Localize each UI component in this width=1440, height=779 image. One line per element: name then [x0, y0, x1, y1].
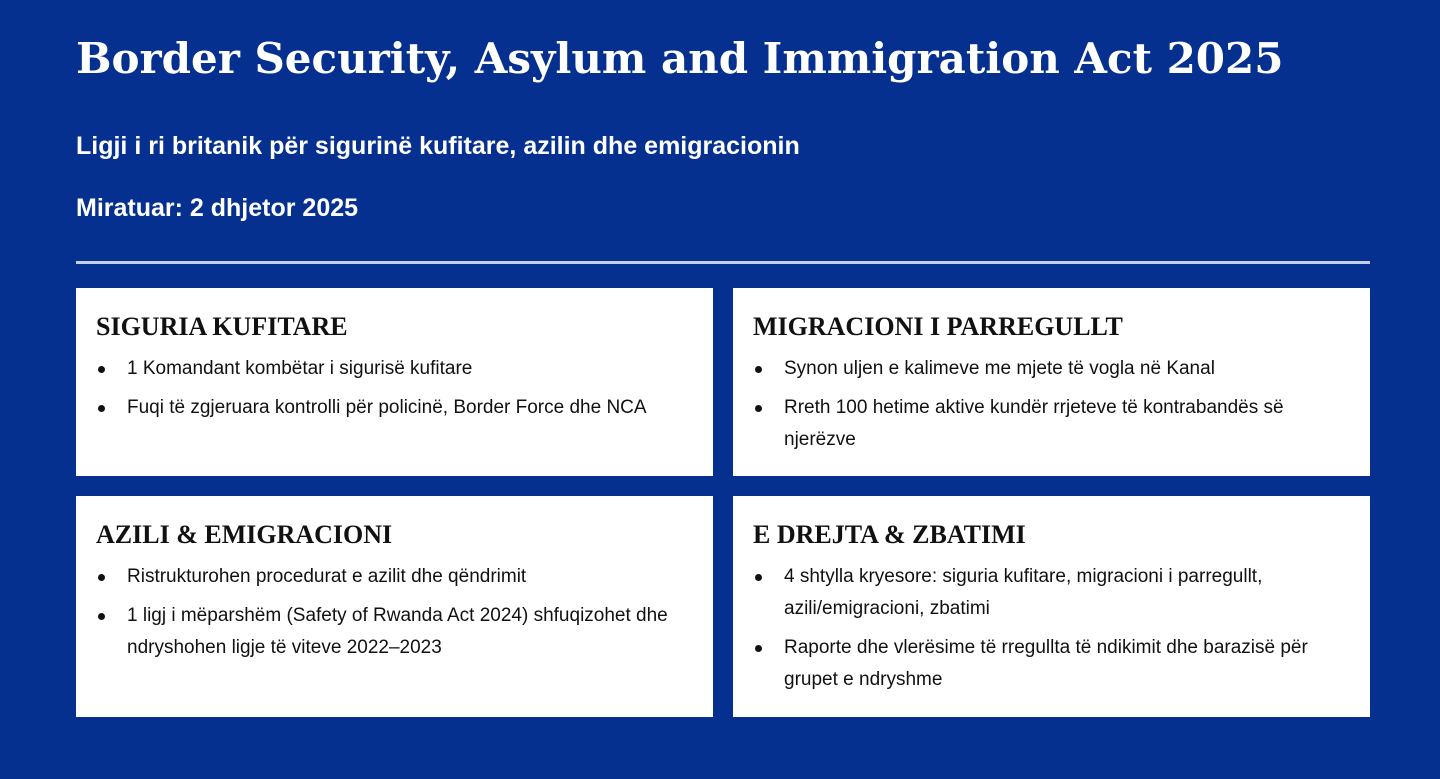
card-heading: E DREJTA & ZBATIMI — [753, 520, 1026, 549]
list-item — [96, 392, 693, 424]
page-subtitle: Ligji i ri britanik për sigurinë kufitare, azilin dhe emigracionin — [76, 132, 800, 160]
bullet-icon — [98, 613, 105, 620]
bullet-icon — [755, 366, 762, 373]
approval-date: Miratuar: 2 dhjetor 2025 — [76, 194, 359, 222]
list-item-text: Raporte dhe vlerësime të rregullta të ndikimit dhe barazisë për grupet e ndryshme — [784, 637, 1308, 690]
list-item-text: Synon uljen e kalimeve me mjete të vogla në Kanal — [784, 358, 1215, 379]
card-heading: SIGURIA KUFITARE — [96, 312, 348, 341]
list-item-text: 1 Komandant kombëtar i sigurisë kufitare — [127, 358, 473, 379]
list-item — [96, 353, 693, 385]
bullet-icon — [98, 574, 105, 581]
list-item — [753, 561, 1350, 625]
card-list — [96, 353, 693, 424]
card-list — [753, 561, 1350, 696]
list-item — [753, 353, 1350, 385]
list-item-text: Rreth 100 hetime aktive kundër rrjeteve të kontrabandës së njerëzve — [784, 397, 1284, 450]
card-heading: AZILI & EMIGRACIONI — [96, 520, 393, 549]
list-item-text: 1 ligj i mëparshëm (Safety of Rwanda Act 2024) shfuqizohet dhe ndryshohen ligje të viteve 2022–2023 — [127, 605, 668, 658]
card-list — [753, 353, 1350, 456]
list-item-text: Ristrukturohen procedurat e azilit dhe qëndrimit — [127, 566, 527, 587]
list-item — [96, 561, 693, 593]
bullet-icon — [98, 366, 105, 373]
list-item-text: Fuqi të zgjeruara kontrolli për policinë, Border Force dhe NCA — [127, 397, 647, 418]
bullet-icon — [755, 405, 762, 412]
list-item — [96, 600, 693, 664]
card-asylum-immigration — [76, 496, 713, 717]
list-item — [753, 632, 1350, 696]
card-border-security — [76, 288, 713, 476]
page-title: Border Security, Asylum and Immigration Act 2025 — [76, 34, 1284, 83]
bullet-icon — [98, 405, 105, 412]
list-item-text: 4 shtylla kryesore: siguria kufitare, migracioni i parregullt, azili/emigracioni, zbatimi — [784, 566, 1263, 619]
header-divider — [76, 261, 1370, 264]
card-list — [96, 561, 693, 664]
bullet-icon — [755, 645, 762, 652]
card-law-enforcement — [733, 496, 1370, 717]
bullet-icon — [755, 574, 762, 581]
card-heading: MIGRACIONI I PARREGULLT — [753, 312, 1123, 341]
card-irregular-migration — [733, 288, 1370, 476]
list-item — [753, 392, 1350, 456]
